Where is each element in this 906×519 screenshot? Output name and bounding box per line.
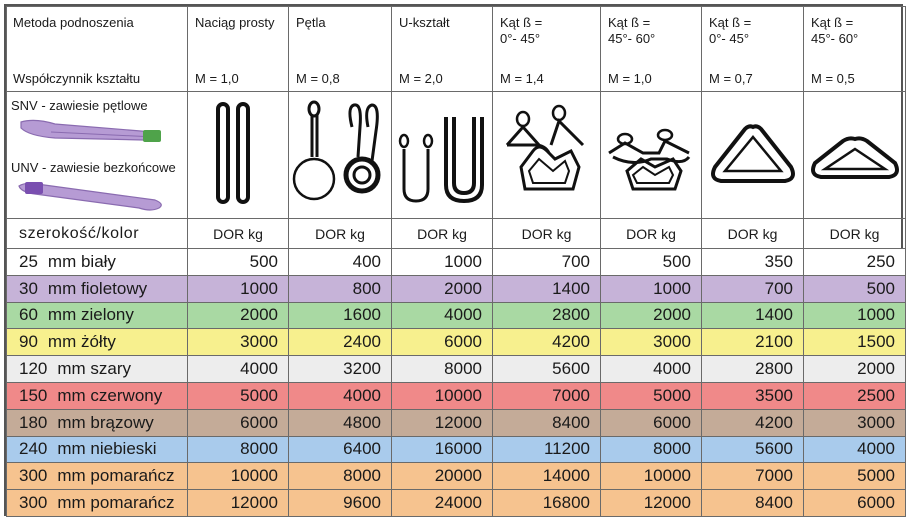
u-basket-illustration bbox=[392, 92, 493, 219]
unit-label: DOR kg bbox=[804, 219, 906, 249]
unit-label: DOR kg bbox=[188, 219, 289, 249]
cell-value: 10000 bbox=[188, 463, 289, 490]
cell-value: 16800 bbox=[493, 490, 601, 517]
col-title: Kąt ß = bbox=[811, 15, 854, 30]
cell-value: 3500 bbox=[702, 382, 804, 409]
row-label bbox=[7, 275, 188, 302]
cell-value: 5000 bbox=[804, 463, 906, 490]
row-color-name: mm biały bbox=[47, 251, 116, 271]
row-width: 90 bbox=[19, 332, 38, 352]
row-width: 120 bbox=[19, 359, 48, 379]
col-angle: 0°- 45° bbox=[709, 31, 750, 46]
cell-value: 7000 bbox=[702, 463, 804, 490]
legend-cell bbox=[7, 92, 188, 219]
row-color-name: mm brązowy bbox=[57, 412, 154, 432]
coef-label: Współczynnik kształtu bbox=[13, 71, 141, 86]
cell-value: 5600 bbox=[702, 436, 804, 463]
method-label: Metoda podnoszenia bbox=[13, 15, 134, 30]
row-label bbox=[7, 463, 188, 490]
row-label bbox=[7, 249, 188, 276]
table-row bbox=[7, 436, 906, 463]
cell-value: 700 bbox=[493, 249, 601, 276]
triangle-sling-icon bbox=[705, 97, 801, 209]
table-row bbox=[7, 329, 906, 356]
row-color-name: mm fioletowy bbox=[47, 278, 148, 298]
table-row bbox=[7, 302, 906, 329]
angle-0-45-basket-illustration bbox=[493, 92, 601, 219]
row-color-name: mm pomarańcz bbox=[57, 466, 175, 486]
cell-value: 4000 bbox=[188, 356, 289, 383]
col-m: M = 0,5 bbox=[811, 71, 855, 86]
row-width: 180 bbox=[19, 412, 48, 432]
cell-value: 5000 bbox=[188, 382, 289, 409]
unit-label: DOR kg bbox=[289, 219, 392, 249]
col-m: M = 1,0 bbox=[195, 71, 239, 86]
cell-value: 2000 bbox=[392, 275, 493, 302]
cell-value: 8000 bbox=[392, 356, 493, 383]
cell-value: 1400 bbox=[702, 302, 804, 329]
angle-basket-icon bbox=[499, 97, 595, 209]
col-title: Naciąg prosty bbox=[195, 15, 275, 30]
row-color-name: mm czerwony bbox=[57, 385, 163, 405]
straight-pull-illustration bbox=[188, 92, 289, 219]
cell-value: 4000 bbox=[392, 302, 493, 329]
cell-value: 2000 bbox=[188, 302, 289, 329]
header-col-7 bbox=[804, 7, 906, 92]
triangle-0-45-illustration bbox=[702, 92, 804, 219]
unit-label: DOR kg bbox=[702, 219, 804, 249]
col-m: M = 0,7 bbox=[709, 71, 753, 86]
row-width: 60 bbox=[19, 305, 38, 325]
header-method-cell bbox=[7, 7, 188, 92]
cell-value: 1500 bbox=[804, 329, 906, 356]
cell-value: 7000 bbox=[493, 382, 601, 409]
cell-value: 14000 bbox=[493, 463, 601, 490]
col-title: Pętla bbox=[296, 15, 326, 30]
cell-value: 3000 bbox=[804, 409, 906, 436]
col-angle: 0°- 45° bbox=[500, 31, 541, 46]
row-label bbox=[7, 409, 188, 436]
row-label bbox=[7, 382, 188, 409]
cell-value: 11200 bbox=[493, 436, 601, 463]
row-label bbox=[7, 329, 188, 356]
cell-value: 350 bbox=[702, 249, 804, 276]
cell-value: 10000 bbox=[601, 463, 702, 490]
cell-value: 3200 bbox=[289, 356, 392, 383]
cell-value: 250 bbox=[804, 249, 906, 276]
row-width: 300 bbox=[19, 493, 48, 513]
cell-value: 2000 bbox=[601, 302, 702, 329]
cell-value: 6400 bbox=[289, 436, 392, 463]
col-m: M = 1,0 bbox=[608, 71, 652, 86]
cell-value: 1000 bbox=[601, 275, 702, 302]
header-col-6 bbox=[702, 7, 804, 92]
cell-value: 12000 bbox=[188, 490, 289, 517]
cell-value: 1000 bbox=[392, 249, 493, 276]
cell-value: 4200 bbox=[702, 409, 804, 436]
angle-basket-wide-icon bbox=[603, 97, 699, 209]
cell-value: 10000 bbox=[392, 382, 493, 409]
row-width: 25 bbox=[19, 251, 38, 271]
table-row bbox=[7, 490, 906, 517]
header-col-3 bbox=[392, 7, 493, 92]
cell-value: 3000 bbox=[601, 329, 702, 356]
cell-value: 6000 bbox=[601, 409, 702, 436]
table-row bbox=[7, 463, 906, 490]
row-width: 240 bbox=[19, 439, 48, 459]
unv-label: UNV - zawiesie bezkońcowe bbox=[11, 160, 176, 175]
cell-value: 2800 bbox=[493, 302, 601, 329]
cell-value: 6000 bbox=[804, 490, 906, 517]
cell-value: 20000 bbox=[392, 463, 493, 490]
table-row bbox=[7, 249, 906, 276]
cell-value: 3000 bbox=[188, 329, 289, 356]
illustration-row bbox=[7, 92, 906, 219]
snv-label: SNV - zawiesie pętlowe bbox=[11, 98, 148, 113]
cell-value: 1400 bbox=[493, 275, 601, 302]
header-col-1 bbox=[188, 7, 289, 92]
col-angle: 45°- 60° bbox=[811, 31, 859, 46]
width-color-label: szerokość/kolor bbox=[7, 219, 188, 249]
row-width: 150 bbox=[19, 385, 48, 405]
col-title: Kąt ß = bbox=[500, 15, 543, 30]
table-row bbox=[7, 356, 906, 383]
header-col-5 bbox=[601, 7, 702, 92]
row-color-name: mm żółty bbox=[47, 332, 116, 352]
cell-value: 6000 bbox=[392, 329, 493, 356]
unit-label: DOR kg bbox=[392, 219, 493, 249]
col-angle: 45°- 60° bbox=[608, 31, 656, 46]
col-m: M = 0,8 bbox=[296, 71, 340, 86]
cell-value: 700 bbox=[702, 275, 804, 302]
col-m: M = 1,4 bbox=[500, 71, 544, 86]
choke-loop-illustration bbox=[289, 92, 392, 219]
cell-value: 8400 bbox=[702, 490, 804, 517]
row-label bbox=[7, 436, 188, 463]
straight-pull-icon bbox=[208, 98, 268, 208]
cell-value: 2800 bbox=[702, 356, 804, 383]
row-width: 30 bbox=[19, 278, 38, 298]
unv-sling-icon bbox=[15, 180, 165, 214]
unit-label: DOR kg bbox=[601, 219, 702, 249]
row-width: 300 bbox=[19, 466, 48, 486]
col-title: U-kształt bbox=[399, 15, 450, 30]
row-label bbox=[7, 356, 188, 383]
header-row bbox=[7, 7, 906, 92]
col-title: Kąt ß = bbox=[608, 15, 651, 30]
subheader-row bbox=[7, 219, 906, 249]
snv-sling-icon bbox=[15, 116, 165, 150]
cell-value: 4000 bbox=[601, 356, 702, 383]
cell-value: 4200 bbox=[493, 329, 601, 356]
triangle-flat-sling-icon bbox=[807, 97, 903, 209]
cell-value: 24000 bbox=[392, 490, 493, 517]
row-label bbox=[7, 490, 188, 517]
cell-value: 500 bbox=[188, 249, 289, 276]
cell-value: 8000 bbox=[188, 436, 289, 463]
col-m: M = 2,0 bbox=[399, 71, 443, 86]
sling-capacity-table bbox=[4, 4, 903, 516]
cell-value: 5600 bbox=[493, 356, 601, 383]
row-label bbox=[7, 302, 188, 329]
cell-value: 1000 bbox=[804, 302, 906, 329]
cell-value: 16000 bbox=[392, 436, 493, 463]
row-color-name: mm szary bbox=[57, 359, 132, 379]
unit-label: DOR kg bbox=[493, 219, 601, 249]
cell-value: 1000 bbox=[188, 275, 289, 302]
angle-45-60-basket-illustration bbox=[601, 92, 702, 219]
cell-value: 1600 bbox=[289, 302, 392, 329]
cell-value: 800 bbox=[289, 275, 392, 302]
row-color-name: mm pomarańcz bbox=[57, 493, 175, 513]
cell-value: 12000 bbox=[601, 490, 702, 517]
table-row bbox=[7, 409, 906, 436]
col-title: Kąt ß = bbox=[709, 15, 752, 30]
cell-value: 9600 bbox=[289, 490, 392, 517]
cell-value: 5000 bbox=[601, 382, 702, 409]
cell-value: 2000 bbox=[804, 356, 906, 383]
triangle-45-60-illustration bbox=[804, 92, 906, 219]
table-row bbox=[7, 382, 906, 409]
cell-value: 4000 bbox=[804, 436, 906, 463]
u-basket-icon bbox=[394, 97, 490, 209]
cell-value: 8400 bbox=[493, 409, 601, 436]
row-color-name: mm niebieski bbox=[57, 439, 157, 459]
cell-value: 2100 bbox=[702, 329, 804, 356]
cell-value: 4800 bbox=[289, 409, 392, 436]
cell-value: 2400 bbox=[289, 329, 392, 356]
cell-value: 500 bbox=[804, 275, 906, 302]
table-row bbox=[7, 275, 906, 302]
cell-value: 500 bbox=[601, 249, 702, 276]
cell-value: 400 bbox=[289, 249, 392, 276]
header-col-2 bbox=[289, 7, 392, 92]
header-col-4 bbox=[493, 7, 601, 92]
row-color-name: mm zielony bbox=[47, 305, 134, 325]
cell-value: 6000 bbox=[188, 409, 289, 436]
choke-loop-icon bbox=[292, 97, 388, 209]
cell-value: 8000 bbox=[601, 436, 702, 463]
cell-value: 2500 bbox=[804, 382, 906, 409]
cell-value: 4000 bbox=[289, 382, 392, 409]
cell-value: 12000 bbox=[392, 409, 493, 436]
cell-value: 8000 bbox=[289, 463, 392, 490]
